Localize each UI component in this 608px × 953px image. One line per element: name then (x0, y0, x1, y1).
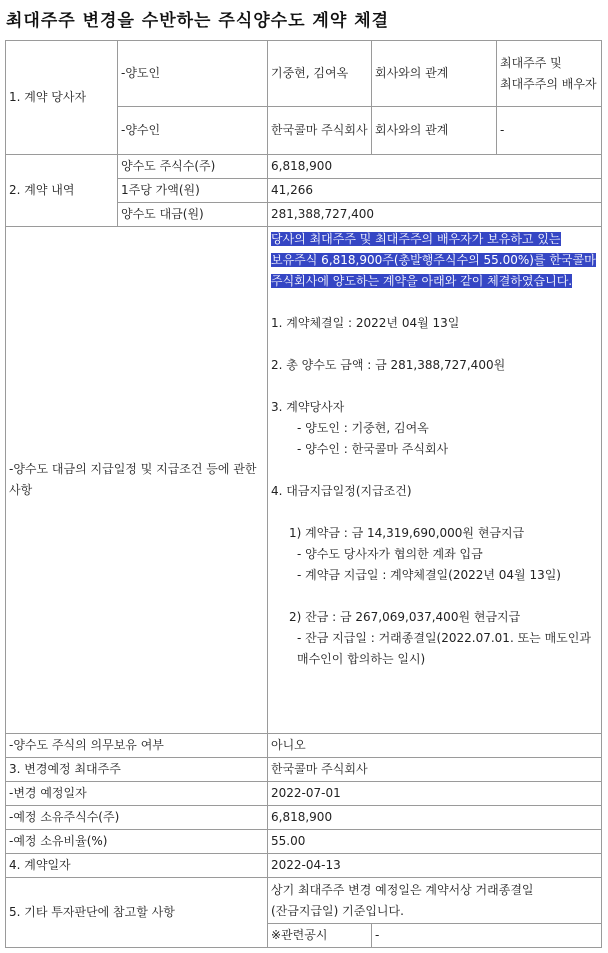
change-date-row (6, 782, 602, 806)
planned-ratio-row (6, 830, 602, 854)
payment-line-4-2a: - 잔금 지급일 : 거래종결일(2022.07.01. 또는 매도인과 매수인이 합의하는 일시) (297, 631, 591, 666)
new-holder-row (6, 758, 602, 782)
seller-label: -양도인 (118, 41, 268, 107)
seller-rel-label: 회사와의 관계 (372, 41, 497, 107)
shares-value: 6,818,900 (268, 155, 602, 179)
price-label: 1주당 가액(원) (118, 179, 268, 203)
contract-date-row (6, 854, 602, 878)
lockup-value: 아니오 (268, 734, 602, 758)
planned-ratio-label: -예정 소유비율(%) (6, 830, 268, 854)
change-date-value: 2022-07-01 (268, 782, 602, 806)
payment-line-4-2: 2) 잔금 : 금 267,069,037,400원 현금지급 (289, 610, 521, 624)
shares-label: 양수도 주식수(주) (118, 155, 268, 179)
buyer-name: 한국콜마 주식회사 (268, 107, 372, 155)
shares-row (6, 155, 602, 179)
other-label: 5. 기타 투자판단에 참고할 사항 (6, 878, 268, 948)
payment-line-1: 1. 계약체결일 : 2022년 04월 13일 (271, 316, 460, 330)
payment-line-4: 4. 대금지급일정(지급조건) (271, 484, 412, 498)
payment-row (6, 227, 602, 734)
amount-label: 양수도 대금(원) (118, 203, 268, 227)
buyer-label: -양수인 (118, 107, 268, 155)
price-value: 41,266 (268, 179, 602, 203)
amount-value: 281,388,727,400 (268, 203, 602, 227)
contract-date-label: 4. 계약일자 (6, 854, 268, 878)
planned-ratio-value: 55.00 (268, 830, 602, 854)
payment-line-3: 3. 계약당사자 (271, 400, 345, 414)
payment-line-3b: - 양수인 : 한국콜마 주식회사 (297, 442, 449, 456)
planned-shares-row (6, 806, 602, 830)
seller-name: 기중현, 김여옥 (268, 41, 372, 107)
lockup-label: -양수도 주식의 의무보유 여부 (6, 734, 268, 758)
page-title: 최대주주 변경을 수반하는 주식양수도 계약 체결 (6, 11, 390, 31)
change-date-label: -변경 예정일자 (6, 782, 268, 806)
payment-line-2: 2. 총 양수도 금액 : 금 281,388,727,400원 (271, 358, 506, 372)
new-holder-label: 3. 변경예정 최대주주 (6, 758, 268, 782)
payment-detail (268, 227, 602, 734)
highlighted-summary: 당사의 최대주주 및 최대주주의 배우자가 보유하고 있는 보유주식 6,818,900주(총발행주식수의 55.00%)를 한국콜마 주식회사에 양도하는 계약을 아래와 같이 체결하였습니다. (271, 232, 596, 288)
payment-line-4-1a: - 양수도 당사자가 협의한 계좌 입금 (297, 547, 483, 561)
lockup-row (6, 734, 602, 758)
new-holder-value: 한국콜마 주식회사 (268, 758, 602, 782)
payment-label: -양수도 대금의 지급일정 및 지급조건 등에 관한 사항 (6, 227, 268, 734)
payment-line-4-1b: - 계약금 지급일 : 계약체결일(2022년 04월 13일) (297, 568, 561, 582)
planned-shares-label: -예정 소유주식수(주) (6, 806, 268, 830)
seller-rel: 최대주주 및 최대주주의 배우자 (497, 41, 602, 107)
planned-shares-value: 6,818,900 (268, 806, 602, 830)
parties-seller-row (6, 41, 602, 107)
related-label: ※관련공시 (268, 924, 372, 948)
payment-line-3a: - 양도인 : 기중현, 김여옥 (297, 421, 429, 435)
other-text: 상기 최대주주 변경 예정일은 계약서상 거래종결일(잔금지급일) 기준입니다. (268, 878, 602, 924)
payment-line-4-1: 1) 계약금 : 금 14,319,690,000원 현금지급 (289, 526, 525, 540)
other-row (6, 878, 602, 924)
disclosure-table (5, 40, 602, 948)
buyer-rel-label: 회사와의 관계 (372, 107, 497, 155)
contract-label: 2. 계약 내역 (6, 155, 118, 227)
parties-label: 1. 계약 당사자 (6, 41, 118, 155)
buyer-rel: - (497, 107, 602, 155)
contract-date-value: 2022-04-13 (268, 854, 602, 878)
related-value: - (372, 924, 602, 948)
